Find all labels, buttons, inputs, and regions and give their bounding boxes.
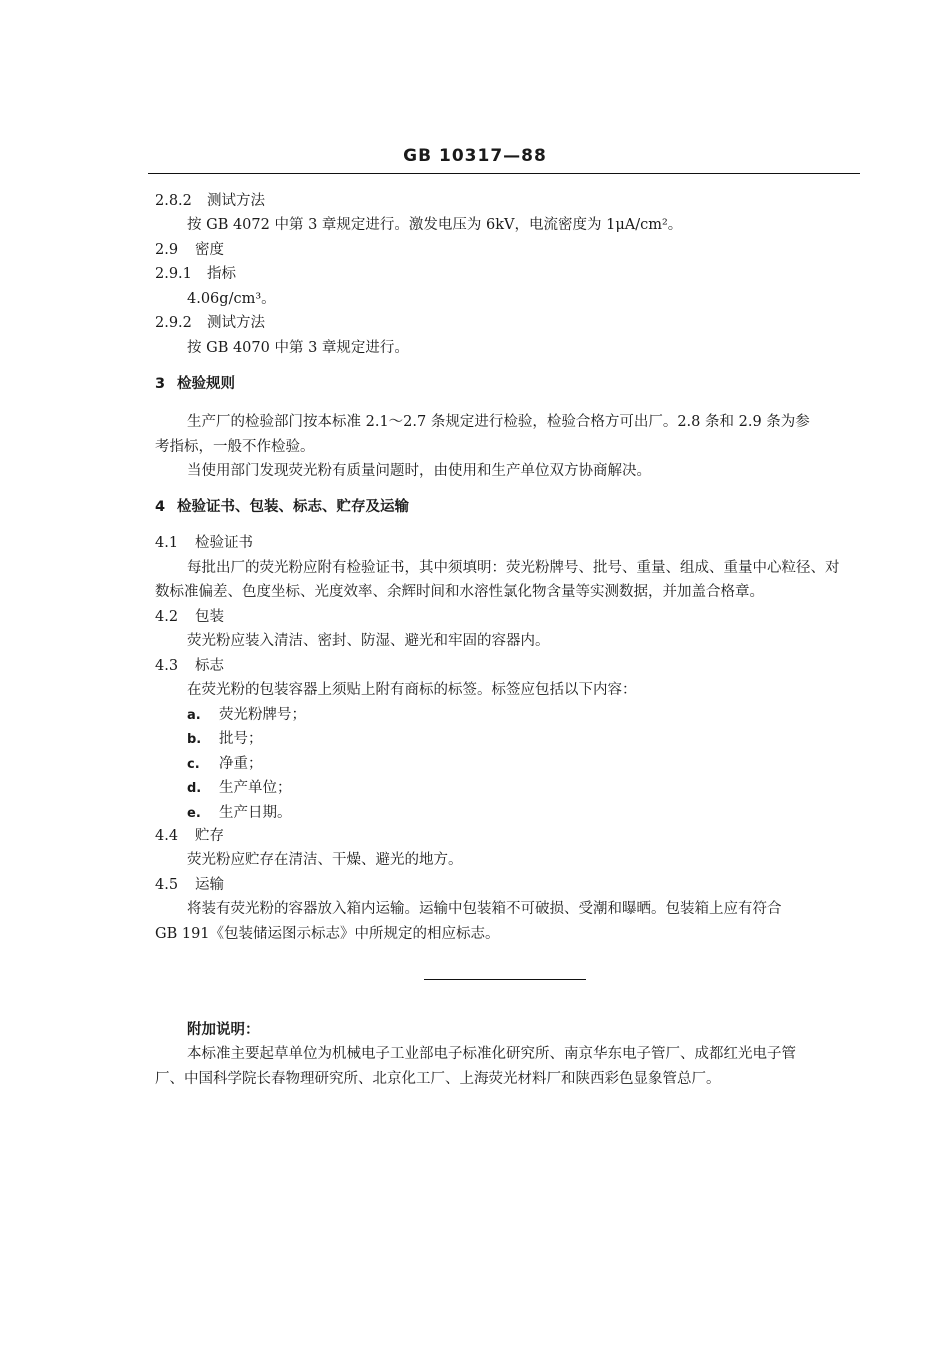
list-item-text: 生产日期。 <box>219 805 292 821</box>
section-number: 4.2 <box>155 609 179 625</box>
section-4-2-heading <box>155 607 224 627</box>
section-4-3-heading <box>155 656 224 676</box>
section-number: 4.4 <box>155 828 179 844</box>
section-2-9-1-text: 4.06g/cm³。 <box>187 291 276 307</box>
header-rule <box>148 173 860 174</box>
section-title: 指标 <box>207 266 236 282</box>
section-3-para2: 当使用部门发现荧光粉有质量问题时，由使用和生产单位双方协商解决。 <box>187 463 651 479</box>
standard-code: GB 10317—88 <box>403 146 547 166</box>
section-4-5-line2: GB 191《包装储运图示标志》中所规定的相应标志。 <box>155 926 500 942</box>
section-4-3-text: 在荧光粉的包装容器上须贴上附有商标的标签。标签应包括以下内容： <box>187 682 637 698</box>
section-4-5-heading <box>155 875 224 895</box>
section-2-9-2-heading <box>155 313 265 333</box>
list-item-text: 生产单位； <box>219 780 292 796</box>
section-3-para1-line2: 考指标，一般不作检验。 <box>155 439 315 455</box>
list-item <box>187 803 292 824</box>
section-title: 包装 <box>195 609 224 625</box>
section-number: 4.1 <box>155 535 179 551</box>
appendix-line1: 本标准主要起草单位为机械电子工业部电子标准化研究所、南京华东电子管厂、成都红光电子管 <box>187 1046 796 1062</box>
list-item-label: a. <box>187 708 201 723</box>
section-3-heading <box>155 374 235 394</box>
list-item-label: d. <box>187 781 202 796</box>
list-item <box>187 729 263 750</box>
section-number: 2.9.1 <box>155 266 192 282</box>
section-number: 4 <box>155 499 166 515</box>
section-4-4-text: 荧光粉应贮存在清洁、干燥、避光的地方。 <box>187 852 463 868</box>
list-item-text: 荧光粉牌号； <box>219 707 306 723</box>
section-number: 4.3 <box>155 658 179 674</box>
section-number: 2.9.2 <box>155 315 192 331</box>
list-item <box>187 754 263 775</box>
section-4-1-line1: 每批出厂的荧光粉应附有检验证书，其中须填明：荧光粉牌号、批号、重量、组成、重量中心粒径、对 <box>187 560 840 576</box>
section-4-1-heading <box>155 533 253 553</box>
section-title: 运输 <box>195 877 224 893</box>
section-title: 检验证书、包装、标志、贮存及运输 <box>177 499 409 515</box>
section-number: 4.5 <box>155 877 179 893</box>
section-4-4-heading <box>155 826 224 846</box>
section-4-5-line1: 将装有荧光粉的容器放入箱内运输。运输中包装箱不可破损、受潮和曝晒。包装箱上应有符合 <box>187 901 782 917</box>
section-3-para1-line1: 生产厂的检验部门按本标准 2.1～2.7 条规定进行检验，检验合格方可出厂。2.8 条和 2.9 条为参 <box>187 414 810 430</box>
section-title: 测试方法 <box>207 315 265 331</box>
section-title: 密度 <box>195 242 224 258</box>
end-rule <box>424 979 586 980</box>
list-item-text: 批号； <box>219 731 263 747</box>
section-title: 检验规则 <box>177 376 235 392</box>
section-title: 贮存 <box>195 828 224 844</box>
list-item <box>187 778 292 799</box>
appendix-title: 附加说明： <box>187 1022 260 1038</box>
section-number: 2.9 <box>155 242 179 258</box>
section-4-1-line2: 数标准偏差、色度坐标、光度效率、余辉时间和水溶性氯化物含量等实测数据，并加盖合格章。 <box>155 584 764 600</box>
list-item <box>187 705 306 726</box>
section-number: 3 <box>155 376 166 392</box>
list-item-text: 净重； <box>219 756 263 772</box>
list-item-label: b. <box>187 732 202 747</box>
list-item-label: e. <box>187 806 201 821</box>
section-number: 2.8.2 <box>155 193 192 209</box>
section-title: 标志 <box>195 658 224 674</box>
section-2-8-2-heading <box>155 191 265 211</box>
section-title: 测试方法 <box>207 193 265 209</box>
section-4-2-text: 荧光粉应装入清洁、密封、防湿、避光和牢固的容器内。 <box>187 633 550 649</box>
list-item-label: c. <box>187 757 200 772</box>
section-4-heading <box>155 497 409 517</box>
appendix-line2: 厂、中国科学院长春物理研究所、北京化工厂、上海荧光材料厂和陕西彩色显象管总厂。 <box>155 1071 721 1087</box>
section-2-8-2-text: 按 GB 4072 中第 3 章规定进行。激发电压为 6kV，电流密度为 1μA/cm²。 <box>187 217 683 233</box>
section-title: 检验证书 <box>195 535 253 551</box>
section-2-9-1-heading <box>155 264 236 284</box>
section-2-9-2-text: 按 GB 4070 中第 3 章规定进行。 <box>187 340 409 356</box>
section-2-9-heading <box>155 240 224 260</box>
